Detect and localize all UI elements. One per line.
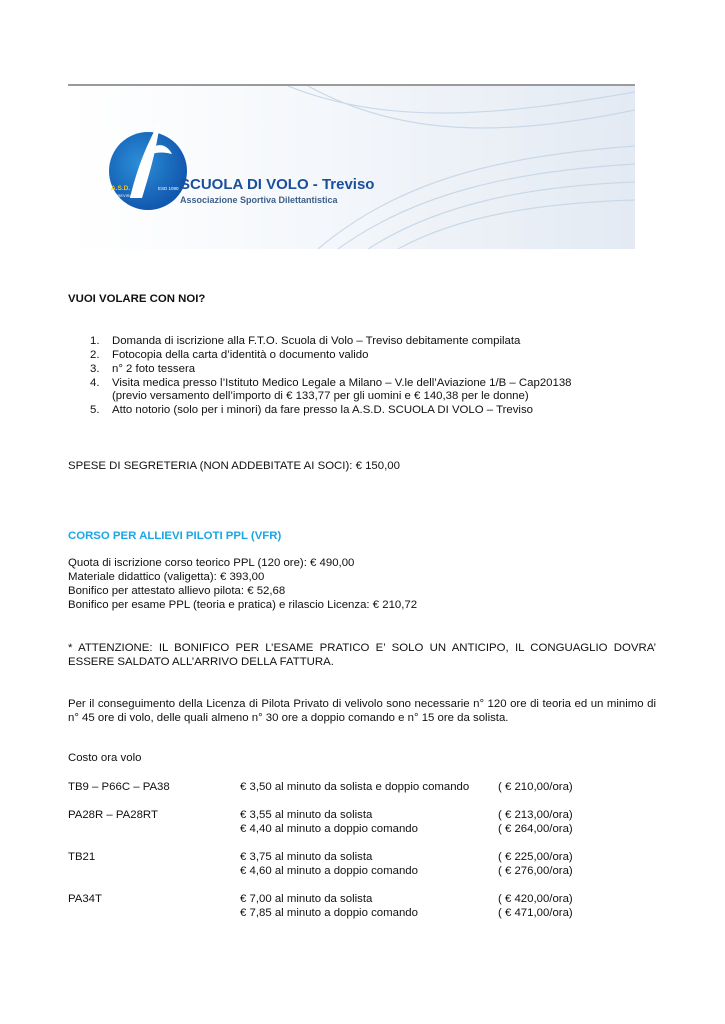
list-number: 3.: [90, 363, 100, 375]
page-heading: VUOI VOLARE CON NOI?: [68, 293, 206, 305]
aircraft-name: PA28R – PA28RT: [68, 809, 158, 821]
hourly-rate: ( € 264,00/ora): [498, 823, 573, 835]
minute-rate: € 3,55 al minuto da solista: [240, 809, 373, 821]
minute-rate: € 3,50 al minuto da solista e doppio comando: [240, 781, 470, 793]
banner-subtitle: Associazione Sportiva Dilettantistica: [180, 195, 338, 205]
list-number: 5.: [90, 404, 100, 416]
list-text: Fotocopia della carta d’identità o documento valido: [112, 349, 369, 361]
minute-rate: € 7,00 al minuto da solista: [240, 893, 373, 905]
badge-left-text: A.S.D.: [111, 185, 131, 192]
list-number: 2.: [90, 349, 100, 361]
minute-rate: € 4,40 al minuto a doppio comando: [240, 823, 418, 835]
course-fee-line: Bonifico per esame PPL (teoria e pratica) e rilascio Licenza: € 210,72: [68, 599, 418, 611]
badge-right-text: ESD 1090: [158, 186, 179, 191]
aircraft-name: TB9 – P66C – PA38: [68, 781, 170, 793]
list-text: n° 2 foto tessera: [112, 363, 196, 375]
minute-rate: € 7,85 al minuto a doppio comando: [240, 907, 418, 919]
minute-rate: € 4,60 al minuto a doppio comando: [240, 865, 418, 877]
hourly-rate: ( € 420,00/ora): [498, 893, 573, 905]
requirements-paragraph: Per il conseguimento della Licenza di Pilota Privato di velivolo sono necessarie n° 120 ore di teoria ed un minimo di n° 45 ore di volo, delle quali almeno n° 30 ore a doppio comando e n° 15 ore da solista.: [68, 698, 656, 724]
list-text: Domanda di iscrizione alla F.T.O. Scuola di Volo – Treviso debitamente compilata: [112, 335, 521, 347]
course-fee-line: Quota di iscrizione corso teorico PPL (120 ore): € 490,00: [68, 557, 355, 569]
list-number: 4.: [90, 377, 100, 389]
list-item: [90, 363, 195, 375]
course-fee-line: Bonifico per attestato allievo pilota: € 52,68: [68, 585, 286, 597]
aircraft-name: PA34T: [68, 893, 102, 905]
list-item: [90, 404, 533, 416]
hourly-rate: ( € 210,00/ora): [498, 781, 573, 793]
list-item: [90, 335, 520, 347]
list-number: 1.: [90, 335, 100, 347]
list-text: Visita medica presso l’Istituto Medico Legale a Milano – V.le dell’Aviazione 1/B – Cap20138: [112, 377, 572, 389]
banner-title: SCUOLA DI VOLO - Treviso: [180, 176, 375, 193]
hourly-rate: ( € 225,00/ora): [498, 851, 573, 863]
school-banner: [68, 86, 635, 249]
badge-bottom-text: TREVISO: [115, 193, 133, 198]
warning-note: * ATTENZIONE: IL BONIFICO PER L’ESAME PRATICO E’ SOLO UN ANTICIPO, IL CONGUAGLIO DOVRA’ ESSERE SALDATO ALL’ARRIVO DELLA FATTURA.: [68, 642, 656, 668]
course-heading: CORSO PER ALLIEVI PILOTI PPL (VFR): [68, 530, 282, 542]
list-item: [90, 377, 572, 389]
secretary-fees: SPESE DI SEGRETERIA (NON ADDEBITATE AI SOCI): € 150,00: [68, 460, 400, 472]
hourly-rate: ( € 276,00/ora): [498, 865, 573, 877]
list-text: Atto notorio (solo per i minori) da fare presso la A.S.D. SCUOLA DI VOLO – Treviso: [112, 404, 533, 416]
minute-rate: € 3,75 al minuto da solista: [240, 851, 373, 863]
list-item-continuation: (previo versamento dell’importo di € 133,77 per gli uomini e € 140,38 per le donne): [112, 390, 529, 402]
aircraft-name: TB21: [68, 851, 96, 863]
flight-cost-heading: Costo ora volo: [68, 752, 142, 764]
hourly-rate: ( € 471,00/ora): [498, 907, 573, 919]
course-fee-line: Materiale didattico (valigetta): € 393,00: [68, 571, 265, 583]
hourly-rate: ( € 213,00/ora): [498, 809, 573, 821]
list-item: [90, 349, 368, 361]
